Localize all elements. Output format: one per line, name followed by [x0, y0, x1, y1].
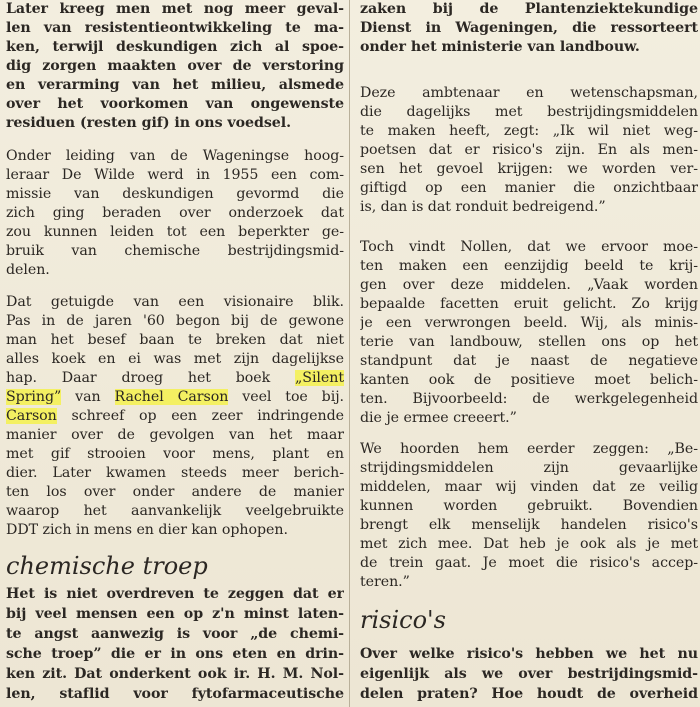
text-line: alles koek en ei was met zijn dagelijkse — [6, 351, 344, 367]
highlighted-text: Spring” — [6, 389, 62, 405]
text-line: Onder leiding van de Wageningse hoog- — [6, 148, 344, 164]
text-line: missie van deskundigen gevormd die — [6, 186, 344, 202]
text-line: delen. — [6, 262, 50, 278]
text-line: Pas in de jaren '60 begon bij de gewone — [6, 313, 344, 329]
text-line: te maken heeft, zegt: „Ik wil niet weg- — [360, 123, 698, 139]
text-line: die je ermee creeert.” — [360, 410, 517, 426]
text-line: giftigd op een manier die onzichtbaar — [360, 180, 698, 196]
text-span: hap. Daar droeg het boek — [6, 370, 295, 386]
text-line: ken zit. Dat onderkent ook ir. H. M. Nol- — [6, 666, 344, 682]
text-line: strijdingsmiddelen zijn gevaarlijke — [360, 460, 698, 476]
text-line: Deze ambtenaar en wetenschapsman, — [360, 85, 698, 101]
text-line: ten los over onder andere de manier — [6, 484, 344, 500]
text-line: eigenlijk als we over bestrijdingsmid- — [360, 666, 698, 682]
text-line: over het voorkomen van ongewenste — [6, 96, 344, 112]
text-line: sen het gevoel krijgen: we worden ver- — [360, 161, 698, 177]
text-line: kunnen worden gebruikt. Bovendien — [360, 498, 698, 514]
text-line: met zich mee. Dat heb je ook als je met — [360, 536, 698, 552]
text-line: te angst aanwezig is voor „de chemi- — [6, 626, 344, 642]
text-line: gen over deze middelen. „Vaak worden — [360, 277, 698, 293]
text-line: zou kunnen leiden tot een beperkter ge- — [6, 224, 344, 240]
text-line: Dienst in Wageningen, die ressorteert — [360, 20, 698, 36]
text-line: dier. Later kwamen steeds meer berich- — [6, 465, 344, 481]
text-line: waarop het aanvankelijk veelgebruikte — [6, 503, 344, 519]
text-line: teren.” — [360, 574, 410, 590]
highlighted-text: Rachel Carson — [114, 389, 229, 405]
text-line: ken, terwijl deskundigen zich al spoe- — [6, 39, 344, 55]
highlighted-text: Carson — [6, 408, 57, 424]
text-line: We hoorden hem eerder zeggen: „Be- — [360, 441, 698, 457]
text-line: bruik van chemische bestrijdingsmid- — [6, 243, 344, 259]
text-line: brengt elk menselijk handelen risico's — [360, 517, 698, 533]
text-line: manier over de gevolgen van het maar — [6, 427, 344, 443]
text-line: zaken bij de Plantenziektekundige — [360, 1, 698, 17]
text-line: delen praten? Hoe houdt de overheid — [360, 686, 698, 702]
text-line: len, staflid voor fytofarmaceutische — [6, 686, 344, 702]
text-line: kanten ook de positieve moet belich- — [360, 372, 698, 388]
text-line: Het is niet overdreven te zeggen dat er — [6, 586, 344, 602]
text-line: Over welke risico's hebben we het nu — [360, 646, 698, 662]
text-line: Dat getuigde van een visionaire blik. — [6, 294, 344, 310]
text-line: dig zorgen maakten over de verstoring — [6, 58, 344, 74]
text-line: bij veel mensen een op z'n minst laten- — [6, 606, 344, 622]
text-span: schreef op een zeer indringende — [56, 408, 344, 424]
text-line: ten maken een eenzijdig beeld te krij- — [360, 258, 698, 274]
text-line: sche troep” die er in ons eten en drin- — [6, 646, 344, 662]
text-line: terie van landbouw, stellen ons op het — [360, 334, 698, 350]
text-line: standpunt dat je naast de negatieve — [360, 353, 698, 369]
text-line: die dagelijks met bestrijdingsmiddelen — [360, 104, 698, 120]
text-line: en verarming van het milieu, alsmede — [6, 77, 344, 93]
text-span: veel toe bij. — [228, 389, 344, 405]
section-heading: risico's — [360, 606, 446, 634]
text-line — [6, 388, 344, 407]
highlighted-text: „Silent — [294, 370, 344, 386]
text-line: Toch vindt Nollen, dat we ervoor moe- — [360, 239, 698, 255]
text-line: man het besef baan te breken dat niet — [6, 332, 344, 348]
text-line — [6, 369, 344, 388]
text-span: van — [61, 389, 115, 405]
text-line: je een verwrongen beeld. Wij, als minis- — [360, 315, 698, 331]
text-line: onder het ministerie van landbouw. — [360, 39, 640, 55]
text-line — [6, 407, 344, 426]
text-line: leraar De Wilde werd in 1955 een com- — [6, 167, 344, 183]
text-line: met gif strooien voor mens, plant en — [6, 446, 344, 462]
section-heading: chemische troep — [6, 552, 208, 580]
column-divider — [349, 0, 350, 707]
text-line: ten. Bijvoorbeeld: de werkgelegenheid — [360, 391, 698, 407]
text-line: DDT zich in mens en dier kan ophopen. — [6, 522, 288, 538]
text-line: poetsen dat er risico's zijn. En als men- — [360, 142, 698, 158]
text-line: de trein gaat. Je moet die risico's accep- — [360, 555, 698, 571]
text-line: middelen, maar wij vinden dat ze veilig — [360, 479, 698, 495]
text-line: zich ging beraden over onderzoek dat — [6, 205, 344, 221]
text-line: residuen (resten gif) in ons voedsel. — [6, 115, 291, 131]
text-line: Later kreeg men met nog meer geval- — [6, 1, 344, 17]
text-line: len van resistentieontwikkeling te ma- — [6, 20, 344, 36]
text-line: is, dan is dat ronduit bedreigend.” — [360, 199, 606, 215]
text-line: bepaalde facetten eruit gelicht. Zo krijg — [360, 296, 698, 312]
